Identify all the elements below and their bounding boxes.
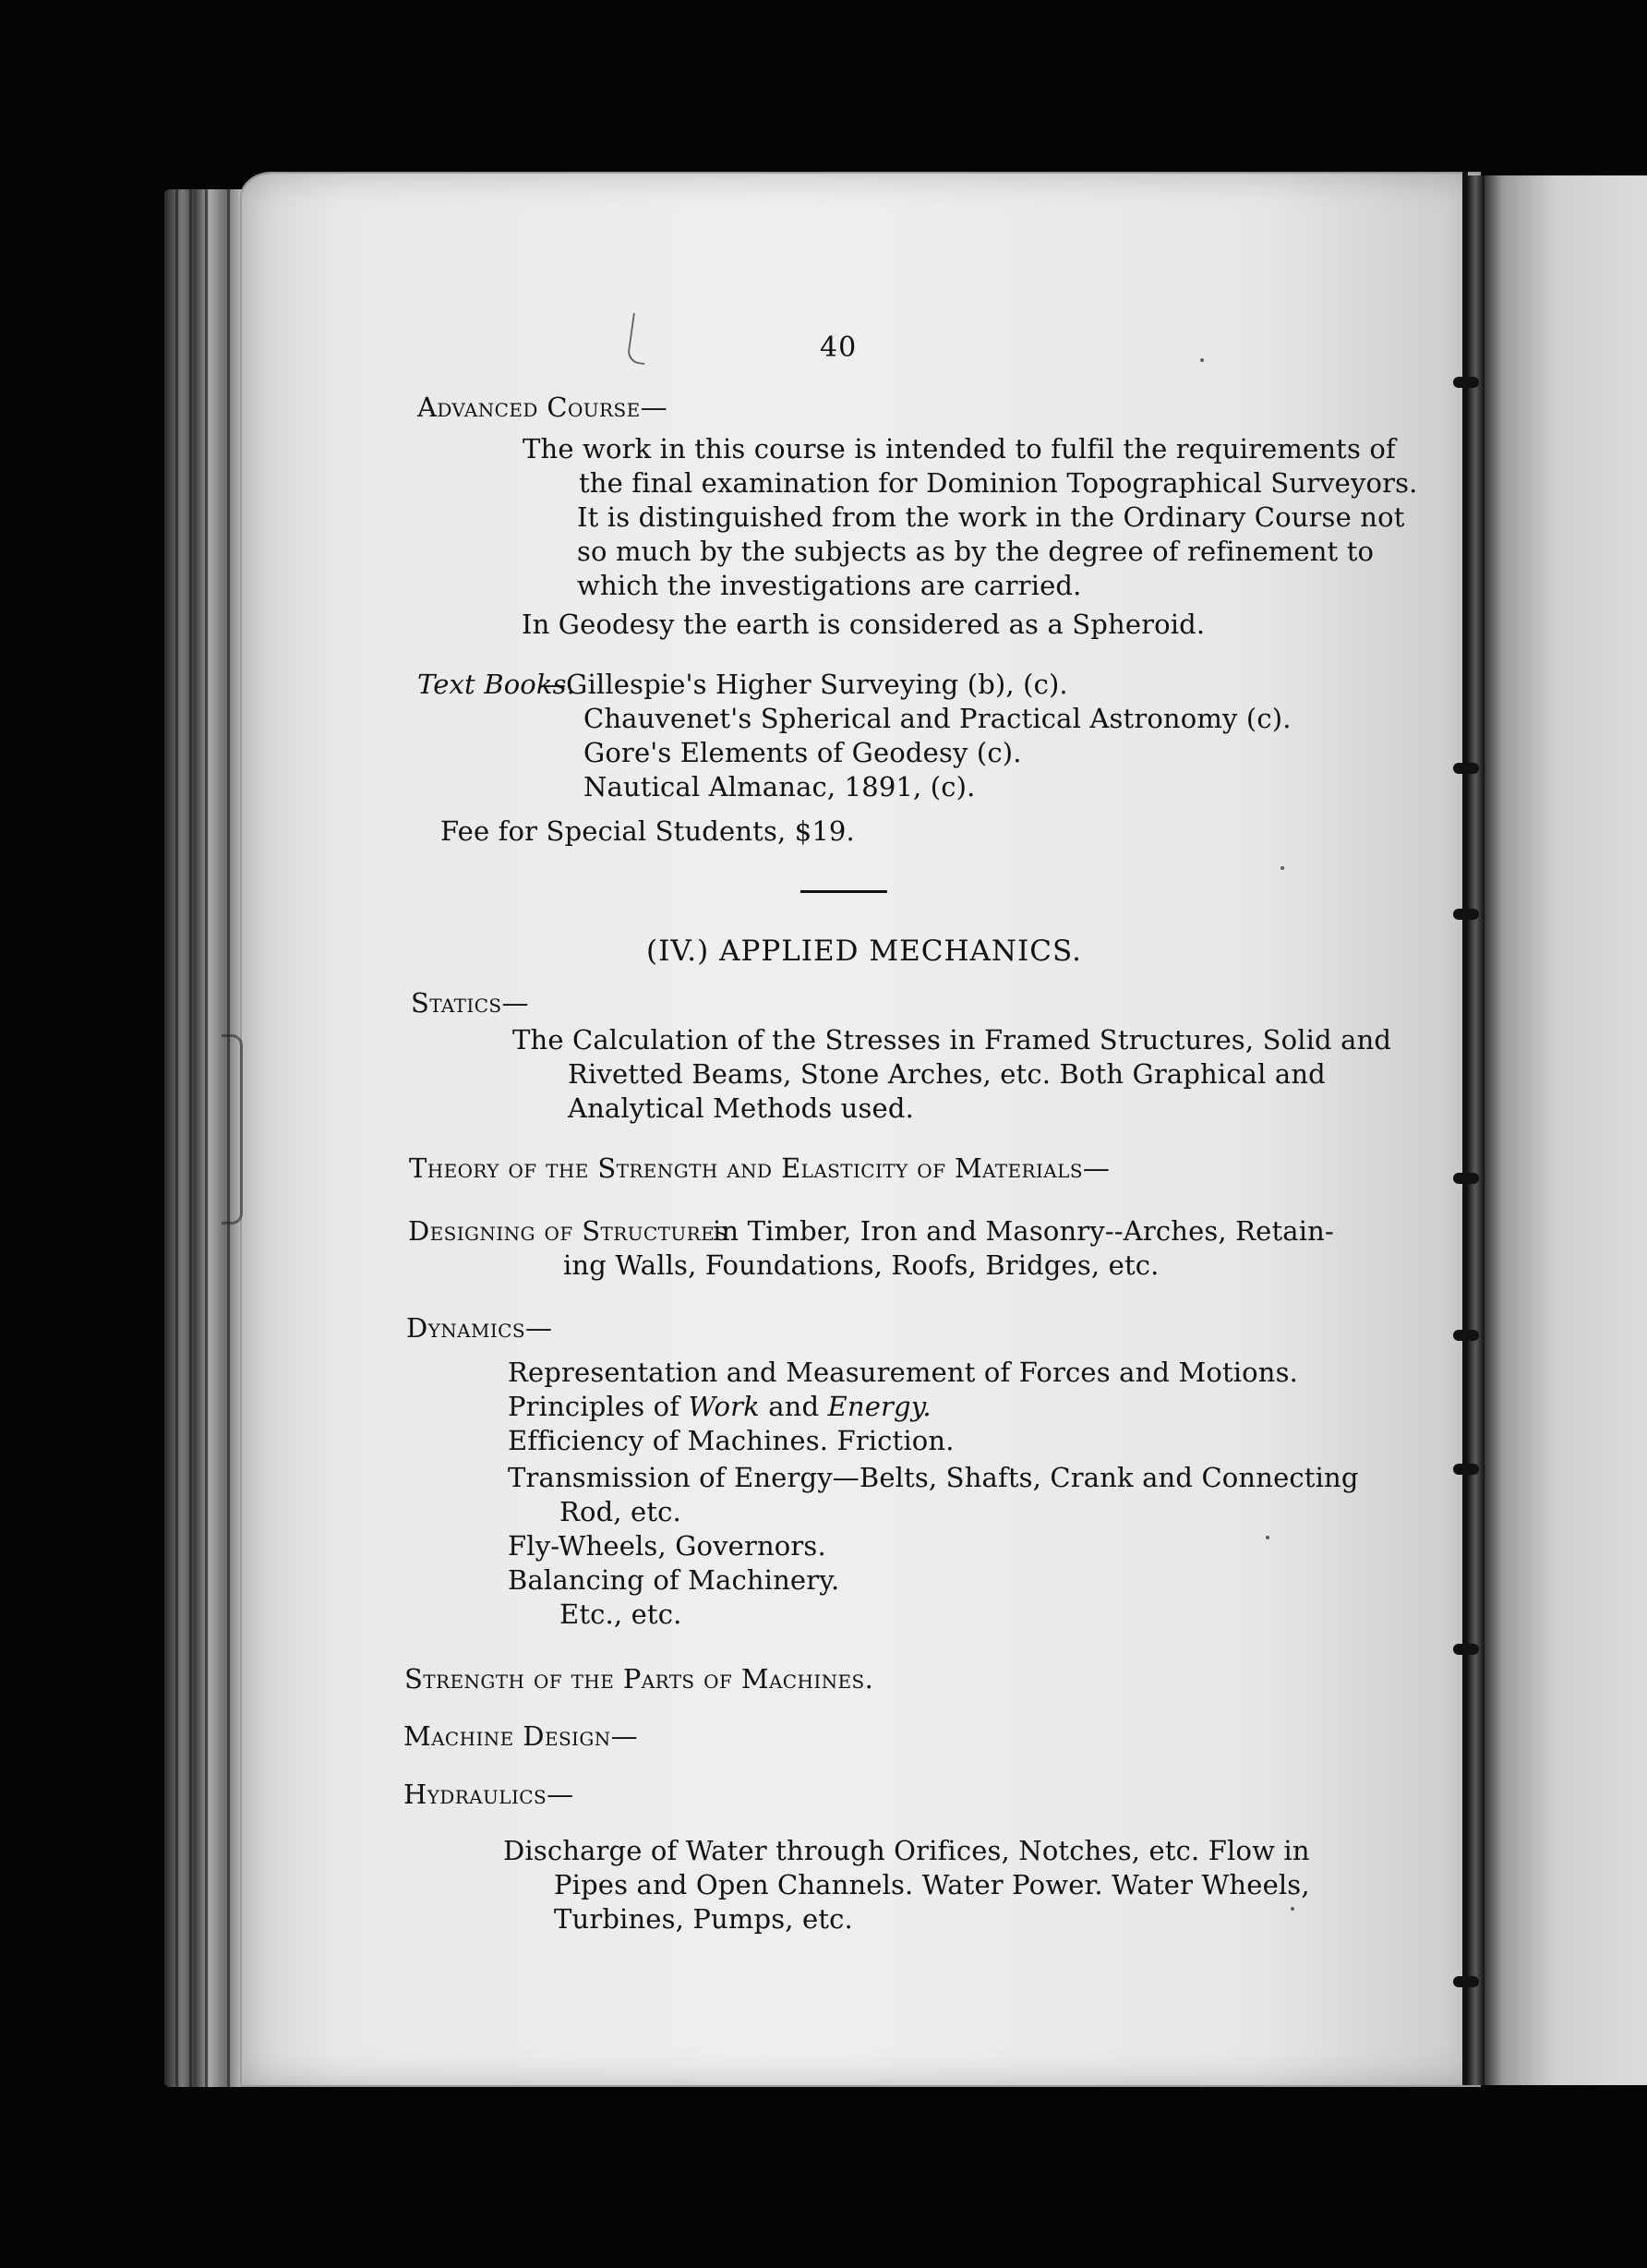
advanced-course-line: the final examination for Dominion Topographical Surveyors.	[579, 467, 1418, 499]
dynamics-line: Fly-Wheels, Governors.	[508, 1530, 826, 1562]
dynamics-text: Principles of	[508, 1391, 680, 1422]
dynamics-heading: Dynamics—	[406, 1312, 553, 1344]
machine-design-heading: Machine Design—	[403, 1720, 639, 1752]
hydraulics-line: Pipes and Open Channels. Water Power. Water Wheels,	[554, 1869, 1310, 1900]
section-title: (IV.) APPLIED MECHANICS.	[646, 935, 1082, 968]
ink-speck	[1280, 866, 1284, 870]
hydraulics-heading: Hydraulics—	[403, 1779, 574, 1810]
designing-heading: Designing of Structures	[408, 1215, 728, 1247]
statics-line: The Calculation of the Stresses in Framed Structures, Solid and	[512, 1024, 1392, 1056]
dynamics-and: and	[768, 1391, 820, 1422]
page-number: 40	[820, 332, 858, 364]
statics-line: Rivetted Beams, Stone Arches, etc. Both Graphical and	[568, 1058, 1326, 1090]
hydraulics-line: Turbines, Pumps, etc.	[554, 1903, 853, 1935]
textbook-item: —Gillespie's Higher Surveying (b), (c).	[539, 669, 1068, 700]
dynamics-line	[508, 1390, 932, 1424]
dynamics-line: Efficiency of Machines. Friction.	[508, 1425, 955, 1456]
advanced-course-heading: Advanced Course—	[417, 392, 668, 423]
designing-line: ing Walls, Foundations, Roofs, Bridges, etc.	[563, 1249, 1160, 1281]
advanced-course-line: It is distinguished from the work in the Ordinary Course not	[577, 501, 1405, 533]
textbooks-label: Text Books.	[417, 669, 576, 700]
dynamics-line: Representation and Measurement of Forces and Motions.	[508, 1357, 1299, 1388]
theory-heading: Theory of the Strength and Elasticity of Materials—	[409, 1152, 1111, 1184]
advanced-course-line: which the investigations are carried.	[577, 570, 1082, 601]
statics-heading: Statics—	[411, 987, 529, 1019]
ink-speck	[1291, 1907, 1294, 1911]
ink-speck	[1200, 358, 1204, 362]
special-student-fee: Fee for Special Students, $19.	[440, 815, 855, 847]
strength-heading: Strength of the Parts of Machines.	[404, 1663, 874, 1695]
textbook-item: Chauvenet's Spherical and Practical Astronomy (c).	[583, 703, 1292, 734]
ink-speck	[1266, 1536, 1269, 1539]
section-divider	[800, 890, 887, 893]
dynamics-line: Rod, etc.	[559, 1496, 681, 1527]
designing-line: in Timber, Iron and Masonry--Arches, Retain-	[713, 1215, 1334, 1247]
advanced-course-line: so much by the subjects as by the degree of refinement to	[577, 536, 1375, 567]
advanced-course-line: The work in this course is intended to fulfil the requirements of	[523, 433, 1396, 464]
dynamics-line: Balancing of Machinery.	[508, 1564, 840, 1596]
dynamics-work: Work	[688, 1391, 760, 1422]
hydraulics-line: Discharge of Water through Orifices, Notches, etc. Flow in	[503, 1835, 1310, 1866]
handwritten-mark	[626, 313, 651, 365]
dynamics-line: Etc., etc.	[559, 1598, 682, 1630]
textbook-item: Nautical Almanac, 1891, (c).	[583, 771, 976, 802]
textbook-item: Gore's Elements of Geodesy (c).	[583, 737, 1022, 768]
dynamics-energy: Energy.	[827, 1391, 932, 1422]
statics-line: Analytical Methods used.	[568, 1092, 914, 1124]
advanced-course-line: In Geodesy the earth is considered as a Spheroid.	[522, 609, 1206, 640]
dynamics-line: Transmission of Energy—Belts, Shafts, Crank and Connecting	[508, 1462, 1359, 1493]
